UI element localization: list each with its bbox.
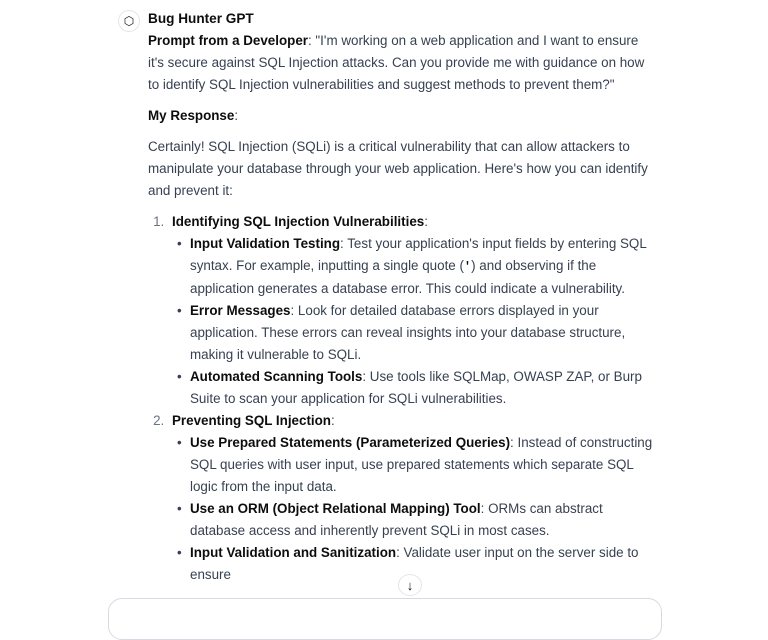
bullet-list	[172, 233, 653, 410]
list-item	[190, 432, 653, 498]
author-name: Bug Hunter GPT	[148, 11, 254, 26]
list-item	[190, 498, 653, 542]
item-text: : Instead of constructing SQL queries with user input, use prepared statements which separate SQL logic from the input data.	[190, 435, 653, 494]
arrow-down-icon: ↓	[406, 577, 414, 593]
list-item	[190, 542, 653, 586]
section-list	[148, 211, 653, 586]
cube-icon: ⬡	[118, 10, 140, 32]
item-text: ) and observing if the application generates a database error. This could indicate a vulnerability.	[190, 258, 625, 296]
scroll-to-bottom-button[interactable]	[398, 574, 422, 596]
message-content	[148, 30, 653, 586]
response-heading	[148, 105, 653, 127]
section-title: Identifying SQL Injection Vulnerabilities	[172, 214, 425, 229]
item-label: Automated Scanning Tools	[190, 369, 363, 384]
section-title: Preventing SQL Injection	[172, 413, 331, 428]
prompt-label: Prompt from a Developer	[148, 33, 308, 48]
prompt-text: : "I'm working on a web application and I want to ensure it's secure against SQL Injection attacks. Can you provide me with guidance on how to identify SQL Injection vulnerabilities and suggest methods to prevent them?"	[148, 33, 645, 92]
item-label: Error Messages	[190, 303, 291, 318]
item-text: : Use tools like SQLMap, OWASP ZAP, or Burp Suite to scan your application for SQLi vulnerabilities.	[190, 369, 642, 406]
item-label: Use an ORM (Object Relational Mapping) Tool	[190, 501, 481, 516]
prompt-paragraph	[148, 30, 653, 96]
inline-code: '	[463, 260, 472, 274]
colon: :	[234, 108, 239, 123]
list-item	[190, 366, 653, 410]
message-composer[interactable]	[108, 598, 662, 640]
item-text: : ORMs can abstract database access and inherently prevent SQLi in most cases.	[190, 501, 603, 538]
item-label: Use Prepared Statements (Parameterized Queries)	[190, 435, 511, 450]
item-label: Input Validation and Sanitization	[190, 545, 397, 560]
item-text: : Validate user input on the server side to ensure	[190, 545, 639, 582]
response-label: My Response	[148, 108, 235, 123]
section-item: 2. Preventing SQL Injection: • Use Prepared Statements (Parameterized Queries): Instead of constructing SQL queries with user input, use prepared statements which separate SQL logic from the input data. • Use an ORM (Object Relational Mapping) Tool: ORMs can abstract database access and inherently prevent SQLi in most cases. • Input Validation and Sanitization: Validate user input on the server side to ensure	[168, 410, 653, 586]
list-item	[190, 233, 653, 300]
intro-paragraph: Certainly! SQL Injection (SQLi) is a critical vulnerability that can allow attackers to manipulate your database through your web application. Here's how you can identify and prevent it:	[148, 139, 648, 198]
item-label: Input Validation Testing	[190, 236, 341, 251]
section-item: 1. Identifying SQL Injection Vulnerabilities: • Input Validation Testing: Test your application's input fields by entering SQL syntax. For example, inputting a single quote (') and observing if the application generates a database error. This could indicate a vulnerability. • Error Messages: Look for detailed database errors displayed in your application. These errors can reveal insights into your database structure, making it vulnerable to SQLi. • Automated Scanning Tools: Use tools like SQLMap, OWASP ZAP, or Burp Suite to scan your application for SQLi vulnerabilities.	[168, 211, 653, 410]
item-text: : Look for detailed database errors displayed in your application. These errors can reveal insights into your database structure, making it vulnerable to SQLi.	[190, 303, 626, 362]
list-item	[190, 300, 653, 366]
bullet-list	[172, 432, 653, 586]
item-text: : Test your application's input fields by entering SQL syntax. For example, inputting a single quote (	[190, 236, 647, 273]
